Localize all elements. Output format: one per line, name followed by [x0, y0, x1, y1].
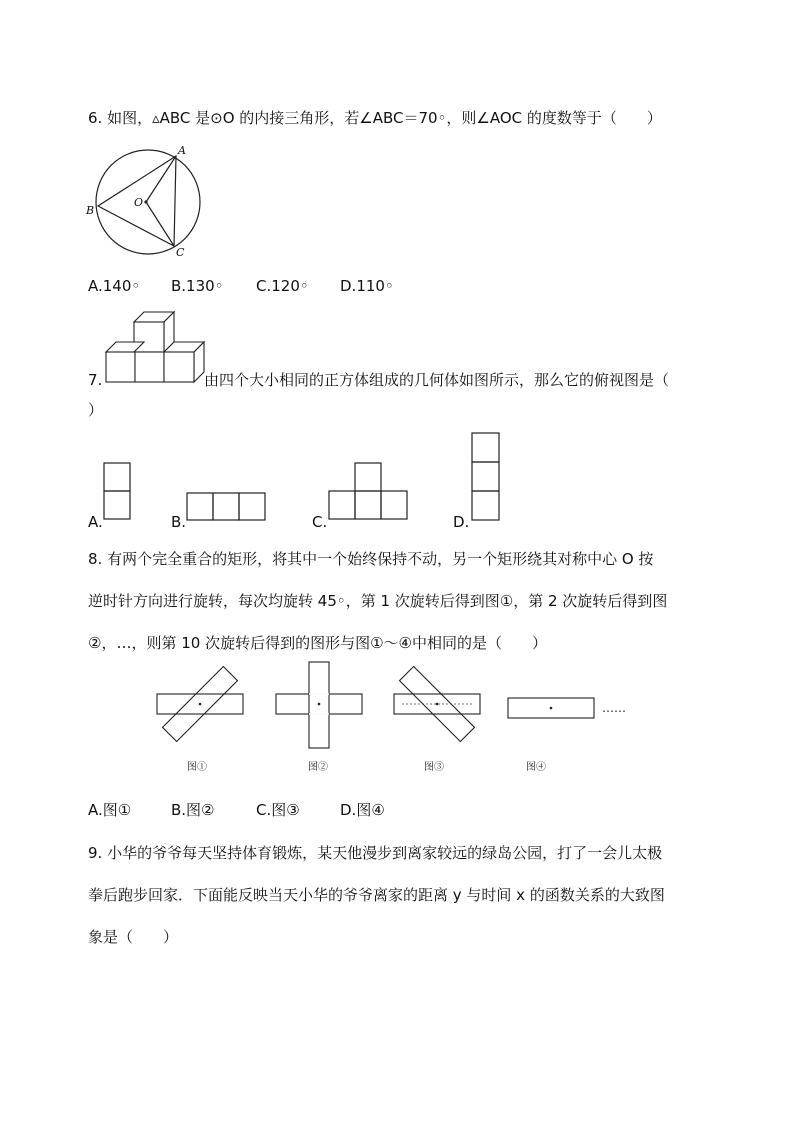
q8-caption-4: 图④ [526, 762, 546, 773]
q6-option-c[interactable]: C.120◦ [256, 277, 309, 295]
q9-stem-line1: 9. 小华的爷爷每天坚持体育锻炼，某天他漫步到离家较远的绿岛公园，打了一会儿太极 [88, 844, 663, 862]
q8-option-c[interactable]: C.图③ [256, 801, 300, 819]
q8-figure-3 [390, 662, 490, 772]
q6-option-a[interactable]: A.140◦ [88, 277, 141, 295]
q7-stem-cont: ） [88, 401, 104, 419]
q7-option-a-figure [103, 462, 133, 522]
q7-option-d[interactable]: D. [453, 513, 470, 531]
center-point-o [144, 200, 147, 203]
label-c: C [176, 246, 185, 259]
q8-stem-line3: ②，…，则第 10 次旋转后得到的图形与图①～④中相同的是（ ） [88, 634, 547, 652]
q8-figure-4 [506, 662, 646, 772]
q8-caption-3: 图③ [424, 762, 444, 773]
q6-option-b[interactable]: B.130◦ [171, 277, 224, 295]
q9-stem-line3: 象是（ ） [88, 928, 179, 946]
q7-option-b[interactable]: B. [171, 513, 187, 531]
q7-number: 7. [88, 371, 103, 389]
q8-option-a[interactable]: A.图① [88, 801, 132, 819]
q7-option-a[interactable]: A. [88, 513, 103, 531]
q7-option-c[interactable]: C. [312, 513, 328, 531]
q6-option-d[interactable]: D.110◦ [340, 277, 394, 295]
q8-stem-line1: 8. 有两个完全重合的矩形，将其中一个始终保持不动，另一个矩形绕其对称中心 O 按 [88, 550, 654, 568]
q8-figure-2 [274, 662, 364, 772]
q8-caption-1: 图① [187, 762, 207, 773]
q7-solid-figure [104, 310, 214, 384]
q7-option-c-figure [327, 462, 409, 522]
q7-stem: 由四个大小相同的正方体组成的几何体如图所示，那么它的俯视图是（ [204, 371, 670, 389]
circumcircle [96, 150, 200, 254]
label-o: O [134, 196, 144, 209]
q9-stem-line2: 拳后跑步回家．下面能反映当天小华的爷爷离家的距离 y 与时间 x 的函数关系的大致图 [88, 886, 665, 904]
q8-caption-2: 图② [308, 762, 328, 773]
q6-circle-figure [84, 144, 204, 264]
q8-stem-line2: 逆时针方向进行旋转，每次均旋转 45◦，第 1 次旋转后得到图①，第 2 次旋转后得到图 [88, 592, 668, 610]
segment-oc [146, 202, 174, 246]
q8-ellipsis: …… [602, 701, 626, 715]
q8-option-d[interactable]: D.图④ [340, 801, 385, 819]
q7-option-b-figure [186, 492, 268, 522]
segment-oa [146, 156, 176, 202]
q8-figure-1 [153, 662, 253, 772]
label-b: B [86, 204, 95, 217]
q6-stem: 6. 如图，▵ABC 是⊙O 的内接三角形，若∠ABC＝70◦，则∠AOC 的度数等于（ ） [88, 109, 662, 127]
q8-option-b[interactable]: B.图② [171, 801, 215, 819]
q7-option-d-figure [471, 432, 501, 522]
label-a: A [178, 144, 186, 157]
